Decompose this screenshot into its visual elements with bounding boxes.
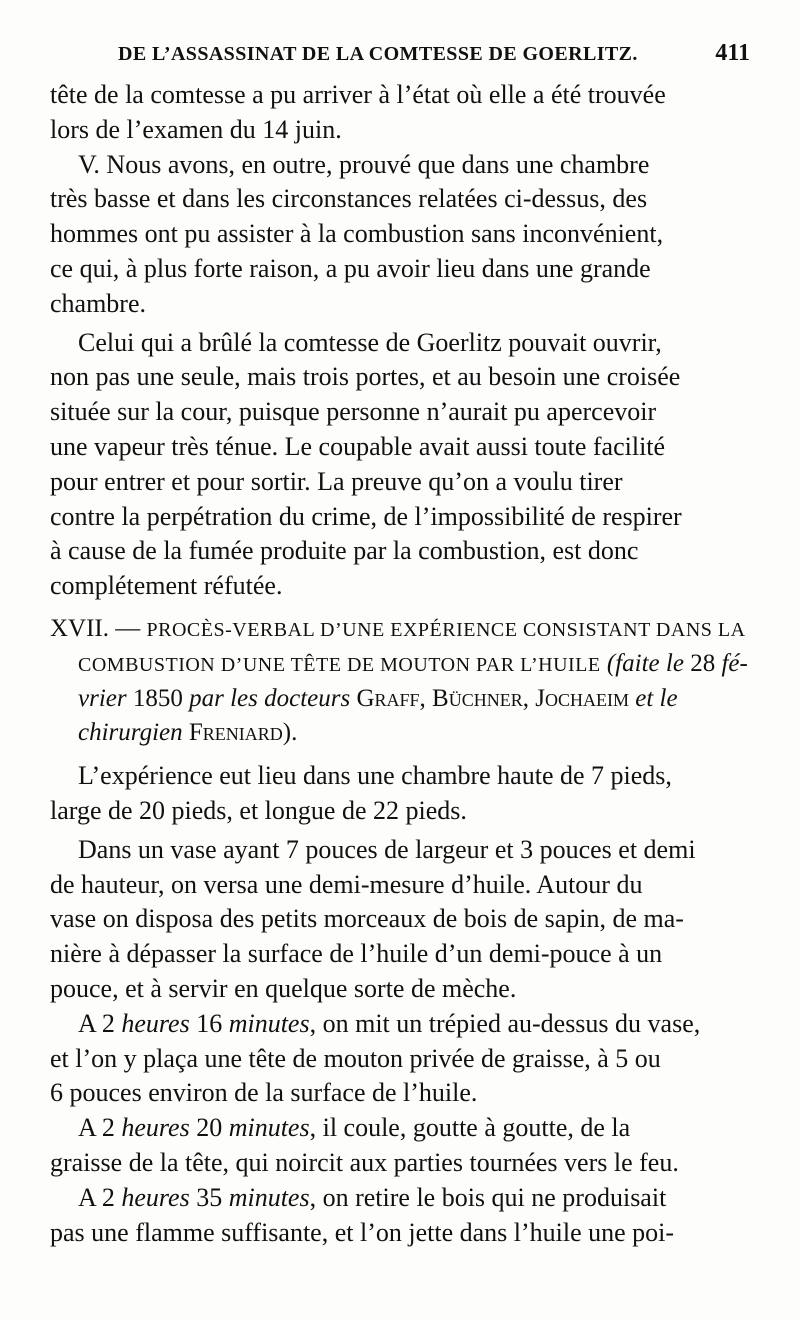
text-line: et l’on y plaça une tête de mouton privée de graisse, à 5 ou [50,1043,661,1073]
text-line: vase on disposa des petits morceaux de bois de sapin, de ma- [50,904,684,934]
entry-num: 20 [196,1113,223,1143]
section-title-italic: vrier [78,684,127,712]
timed-entry-line [50,1181,742,1216]
text-line: large de 20 pieds, et longue de 22 pieds. [50,795,467,825]
section-title-year: 1850 [132,684,183,712]
entry-minutes: minutes [228,1182,310,1212]
text-line: une vapeur très ténue. Le coupable avait aussi toute facilité [50,431,666,461]
section-number: XVII. — [50,614,141,642]
text-line: pour entrer et pour sortir. La preuve qu’on a voulu tirer [50,466,623,496]
text-line: ce qui, à plus forte raison, a pu avoir lieu dans une grande [50,253,651,283]
section-heading-line [50,612,746,647]
body-text [50,78,748,1250]
text-line: graisse de la tête, qui noircit aux parties tournées vers le feu. [50,1147,679,1177]
entry-prefix: A 2 [78,1008,115,1038]
entry-heures: heures [121,1113,190,1143]
entry-num: 35 [196,1182,223,1212]
text-line: située sur la cour, puisque personne n’aurait pu apercevoir [50,397,657,427]
section-title-italic: (faite le [606,649,684,677]
text-line: V. Nous avons, en outre, prouvé que dans une chambre [78,149,650,179]
page-number: 411 [715,40,750,66]
section-heading-line [50,647,748,682]
timed-entry-line [50,1007,742,1042]
text-line: à cause de la fumée produite par la combustion, est donc [50,536,639,566]
text-line: complétement réfutée. [50,571,283,601]
section-title-name: Freniard). [188,719,298,747]
text-line: chambre. [50,288,147,318]
text-line: lors de l’examen du 14 juin. [50,114,342,144]
section-title-italic: par les docteurs [189,684,351,712]
text-line: de hauteur, on versa une demi-mesure d’huile. Autour du [50,869,643,899]
text-line: nière à dépasser la surface de l’huile d’un demi-pouce à un [50,939,663,969]
text-line: Celui qui a brûlé la comtesse de Goerlitz pouvait ouvrir, [78,327,662,357]
section-title-part: COMBUSTION D’UNE TÊTE DE MOUTON PAR L’HUILE [78,653,601,676]
timed-entry-line [50,1111,742,1146]
text-line: contre la perpétration du crime, de l’impossibilité de respirer [50,501,682,531]
section-heading [50,612,748,751]
text-line: très basse et dans les circonstances relatées ci-dessus, des [50,184,648,214]
entry-rest: , il coule, goutte à goutte, de la [309,1113,631,1143]
entry-heures: heures [121,1182,190,1212]
entry-prefix: A 2 [78,1182,115,1212]
text-line: tête de la comtesse a pu arriver à l’état où elle a été trouvée [50,80,666,109]
section-title-italic: et le [635,684,678,712]
text-line: pas une flamme suffisante, et l’on jette dans l’huile une poi- [50,1217,675,1247]
section-title-italic: fé- [721,649,748,677]
section-heading-line [50,716,742,751]
entry-heures: heures [121,1008,190,1038]
section-heading-line [50,682,742,717]
section-title-names: Graff, Büchner, Jochaeim [356,684,629,712]
running-head-title: DE L’ASSASSINAT DE LA COMTESSE DE GOERLITZ. [118,43,638,65]
entry-prefix: A 2 [78,1113,115,1143]
section-title-part: PROCÈS-VERBAL D’UNE EXPÉRIENCE CONSISTANT DANS LA [146,618,746,641]
entry-minutes: minutes [228,1008,310,1038]
text-line: non pas une seule, mais trois portes, et au besoin une croisée [50,362,681,392]
running-head [118,40,750,70]
text-line: 6 pouces environ de la surface de l’huile. [50,1078,478,1108]
entry-rest: , on mit un trépied au-dessus du vase, [309,1008,701,1038]
text-line: pouce, et à servir en quelque sorte de mèche. [50,973,517,1003]
text-line: hommes ont pu assister à la combustion sans inconvénient, [50,219,664,249]
entry-num: 16 [196,1008,223,1038]
section-title-italic: chirurgien [78,719,183,747]
entry-rest: , on retire le bois qui ne produisait [309,1182,667,1212]
section-title-date: 28 [690,649,716,677]
text-line: L’expérience eut lieu dans une chambre haute de 7 pieds, [78,761,672,791]
text-line: Dans un vase ayant 7 pouces de largeur et 3 pouces et demi [78,834,696,864]
entry-minutes: minutes [228,1113,310,1143]
